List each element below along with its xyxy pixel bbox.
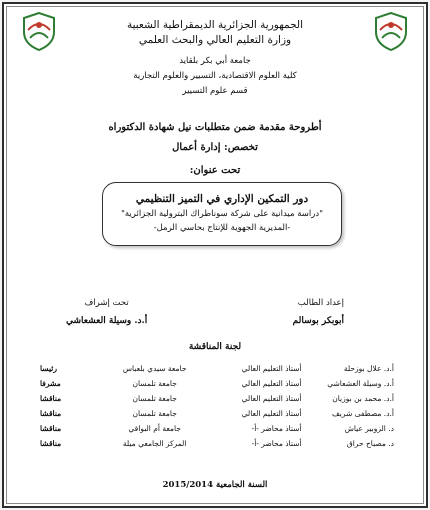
member-name: د. مصباح حراق [346,439,394,448]
supervisor-block [66,294,147,330]
member-university: جامعة أم البواقي [128,424,181,433]
university-emblem-icon [16,10,62,52]
committee-row [38,361,396,376]
member-name: أ.د. محمد بن بوزيان [332,394,394,403]
thesis-title-box [102,182,342,246]
member-rank: أستاذ محاضر -أ- [251,424,302,433]
member-rank: أستاذ التعليم العالي [241,409,302,418]
member-role: مناقشا [40,424,62,433]
republic-line: الجمهورية الجزائرية الديمقراطية الشعبية [126,19,304,31]
member-name: أ.د. مصطفى شريف [332,409,394,418]
student-label: إعداد الطالب [297,298,344,308]
member-university: المركز الجامعي ميلة [122,439,187,448]
ministry-line: وزارة التعليم العالي والبحث العلمي [138,34,292,46]
member-role: مناقشا [40,409,62,418]
academic-year: السنة الجامعية 2015/2014 [162,480,268,490]
member-role: رئيسا [40,364,57,373]
supervisor-name: أ.د. وسيلة العشعاشي [66,316,148,326]
member-rank: أستاذ التعليم العالي [241,394,302,403]
thesis-subtitle-directorate: -المديرية الجهوية للإنتاج بحاسي الرمل- [153,223,291,233]
committee-row [38,421,396,436]
member-university: جامعة تلمسان [132,394,177,403]
supervisor-label: تحت إشراف [84,298,129,308]
student-name: أبوبكر بوسالم [292,316,344,326]
thesis-info [24,118,406,184]
university-line: جامعة أبي بكر بلقايد [179,56,251,66]
member-role: مشرفا [40,379,61,388]
thesis-title-label: تحت عنوان: [189,165,241,176]
committee-row [38,406,396,421]
institution-header [64,18,366,99]
department-line: قسم علوم التسيير [182,86,248,96]
thesis-subtitle: "دراسة ميدانية على شركة سوناطراك البترولية الجزائرية" [120,209,324,219]
faculty-line: كلية العلوم الاقتصادية، التسيير والعلوم التجارية [133,71,297,81]
member-rank: أستاذ التعليم العالي [241,379,302,388]
member-rank: أستاذ محاضر -أ- [251,439,302,448]
thesis-main-title: دور التمكين الإداري في التميز التنظيمي [135,193,309,205]
university-emblem-icon [368,10,414,52]
member-name: أ.د. وسيلة العشعاشي [327,379,394,388]
member-name: د. الزوبير عياش [344,424,394,433]
member-role: مناقشا [40,394,62,403]
member-university: جامعة تلمسان [132,379,177,388]
committee-row [38,376,396,391]
thesis-specialty: تخصص: إدارة أعمال [172,142,258,153]
committee-table [38,361,396,451]
author-supervisor-row [26,294,404,334]
committee-row [38,391,396,406]
thesis-purpose: أطروحة مقدمة ضمن متطلبات نيل شهادة الدكتوراه [108,122,322,133]
member-university: جامعة سيدي بلعباس [122,364,187,373]
member-rank: أستاذ التعليم العالي [241,364,302,373]
thesis-cover-page [2,2,428,508]
member-role: مناقشا [40,439,62,448]
member-university: جامعة تلمسان [132,409,177,418]
member-name: أ.د. علال بوزحلة [343,364,394,373]
student-block [293,294,344,330]
committee-row [38,436,396,451]
committee-title: لجنة المناقشة [188,342,242,352]
